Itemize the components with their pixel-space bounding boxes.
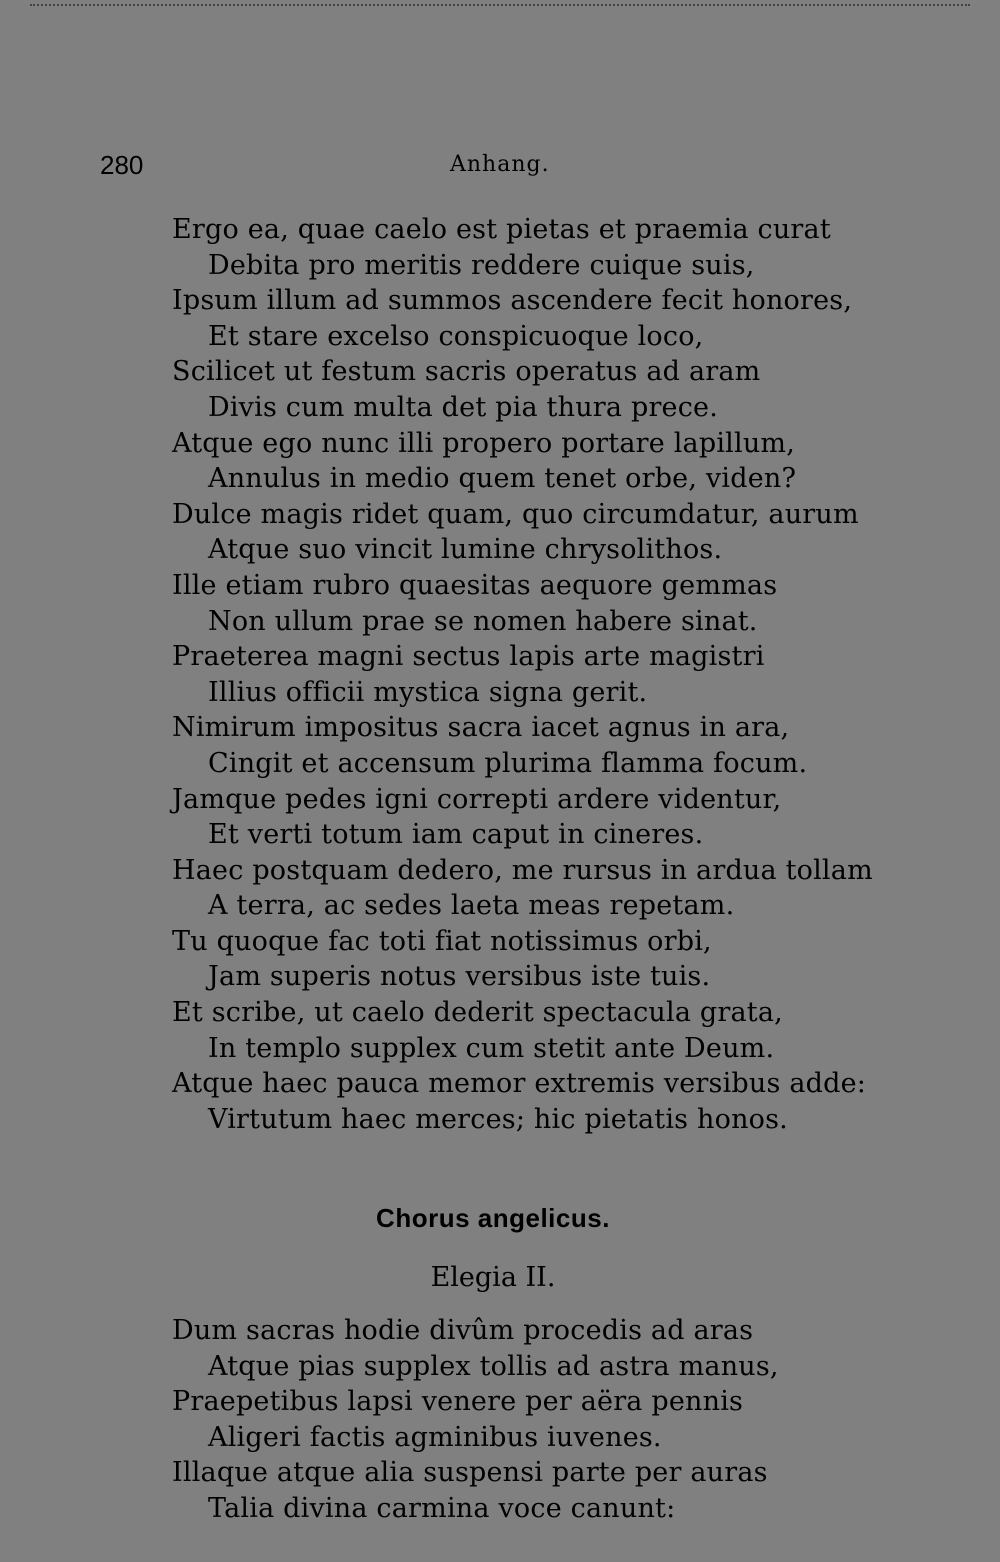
verse-line: Nimirum impositus sacra iacet agnus in ara, (172, 712, 790, 744)
verse-line: Non ullum prae se nomen habere sinat. (208, 605, 758, 637)
scan-edge (30, 4, 970, 8)
verse-line: Jamque pedes igni correpti ardere videntur, (172, 783, 782, 815)
verse-line: Ipsum illum ad summos ascendere fecit honores, (172, 285, 853, 317)
section-subtitle: Elegia II. (430, 1262, 556, 1293)
section-title: Chorus angelicus. (376, 1203, 610, 1233)
elegy-two-text (172, 1313, 832, 1527)
verse-line: Et stare excelso conspicuoque loco, (208, 320, 704, 352)
verse-line: Tu quoque fac toti fiat notissimus orbi, (172, 925, 712, 957)
verse-line: Cingit et accensum plurima flamma focum. (208, 747, 808, 779)
verse-line: Atque pias supplex tollis ad astra manus, (208, 1350, 779, 1382)
verse-line: Ille etiam rubro quaesitas aequore gemmas (172, 569, 778, 601)
verse-line: A terra, ac sedes laeta meas repetam. (208, 890, 735, 922)
verse-line: Atque haec pauca memor extremis versibus adde: (172, 1068, 867, 1100)
verse-line: Debita pro meritis reddere cuique suis, (208, 249, 755, 281)
verse-line: Dulce magis ridet quam, quo circumdatur, aurum (172, 498, 859, 530)
verse-line: Atque ego nunc illi propero portare lapillum, (172, 427, 796, 459)
verse-line: Ergo ea, quae caelo est pietas et praemia curat (172, 214, 831, 245)
verse-line: Virtutum haec merces; hic pietatis honos. (208, 1103, 788, 1135)
verse-line: Praepetibus lapsi venere per aëra pennis (172, 1386, 744, 1418)
verse-line: Illius officii mystica signa gerit. (208, 676, 648, 708)
verse-line: Praeterea magni sectus lapis arte magistri (172, 641, 765, 673)
verse-line: Talia divina carmina voce canunt: (208, 1492, 676, 1524)
verse-line: Divis cum multa det pia thura prece. (208, 391, 719, 423)
verse-line: In templo supplex cum stetit ante Deum. (208, 1032, 775, 1064)
verse-line: Aligeri factis agminibus iuvenes. (208, 1421, 662, 1453)
elegy-text (172, 212, 873, 1137)
verse-line: Jam superis notus versibus iste tuis. (208, 961, 711, 993)
verse-line: Atque suo vincit lumine chrysolithos. (208, 534, 723, 566)
verse-line: Haec postquam dedero, me rursus in ardua tollam (172, 854, 873, 886)
page-header (100, 150, 880, 190)
verse-line: Scilicet ut festum sacris operatus ad aram (172, 356, 761, 388)
verse-line: Annulus in medio quem tenet orbe, viden? (208, 463, 797, 495)
page-number: 280 (100, 150, 144, 180)
verse-line: Illaque atque alia suspensi parte per auras (172, 1457, 768, 1489)
verse-line: Et scribe, ut caelo dederit spectacula grata, (172, 997, 783, 1029)
verse-line: Et verti totum iam caput in cineres. (208, 819, 704, 851)
verse-line: Dum sacras hodie divûm procedis ad aras (172, 1315, 754, 1346)
running-head: Anhang. (450, 152, 550, 177)
